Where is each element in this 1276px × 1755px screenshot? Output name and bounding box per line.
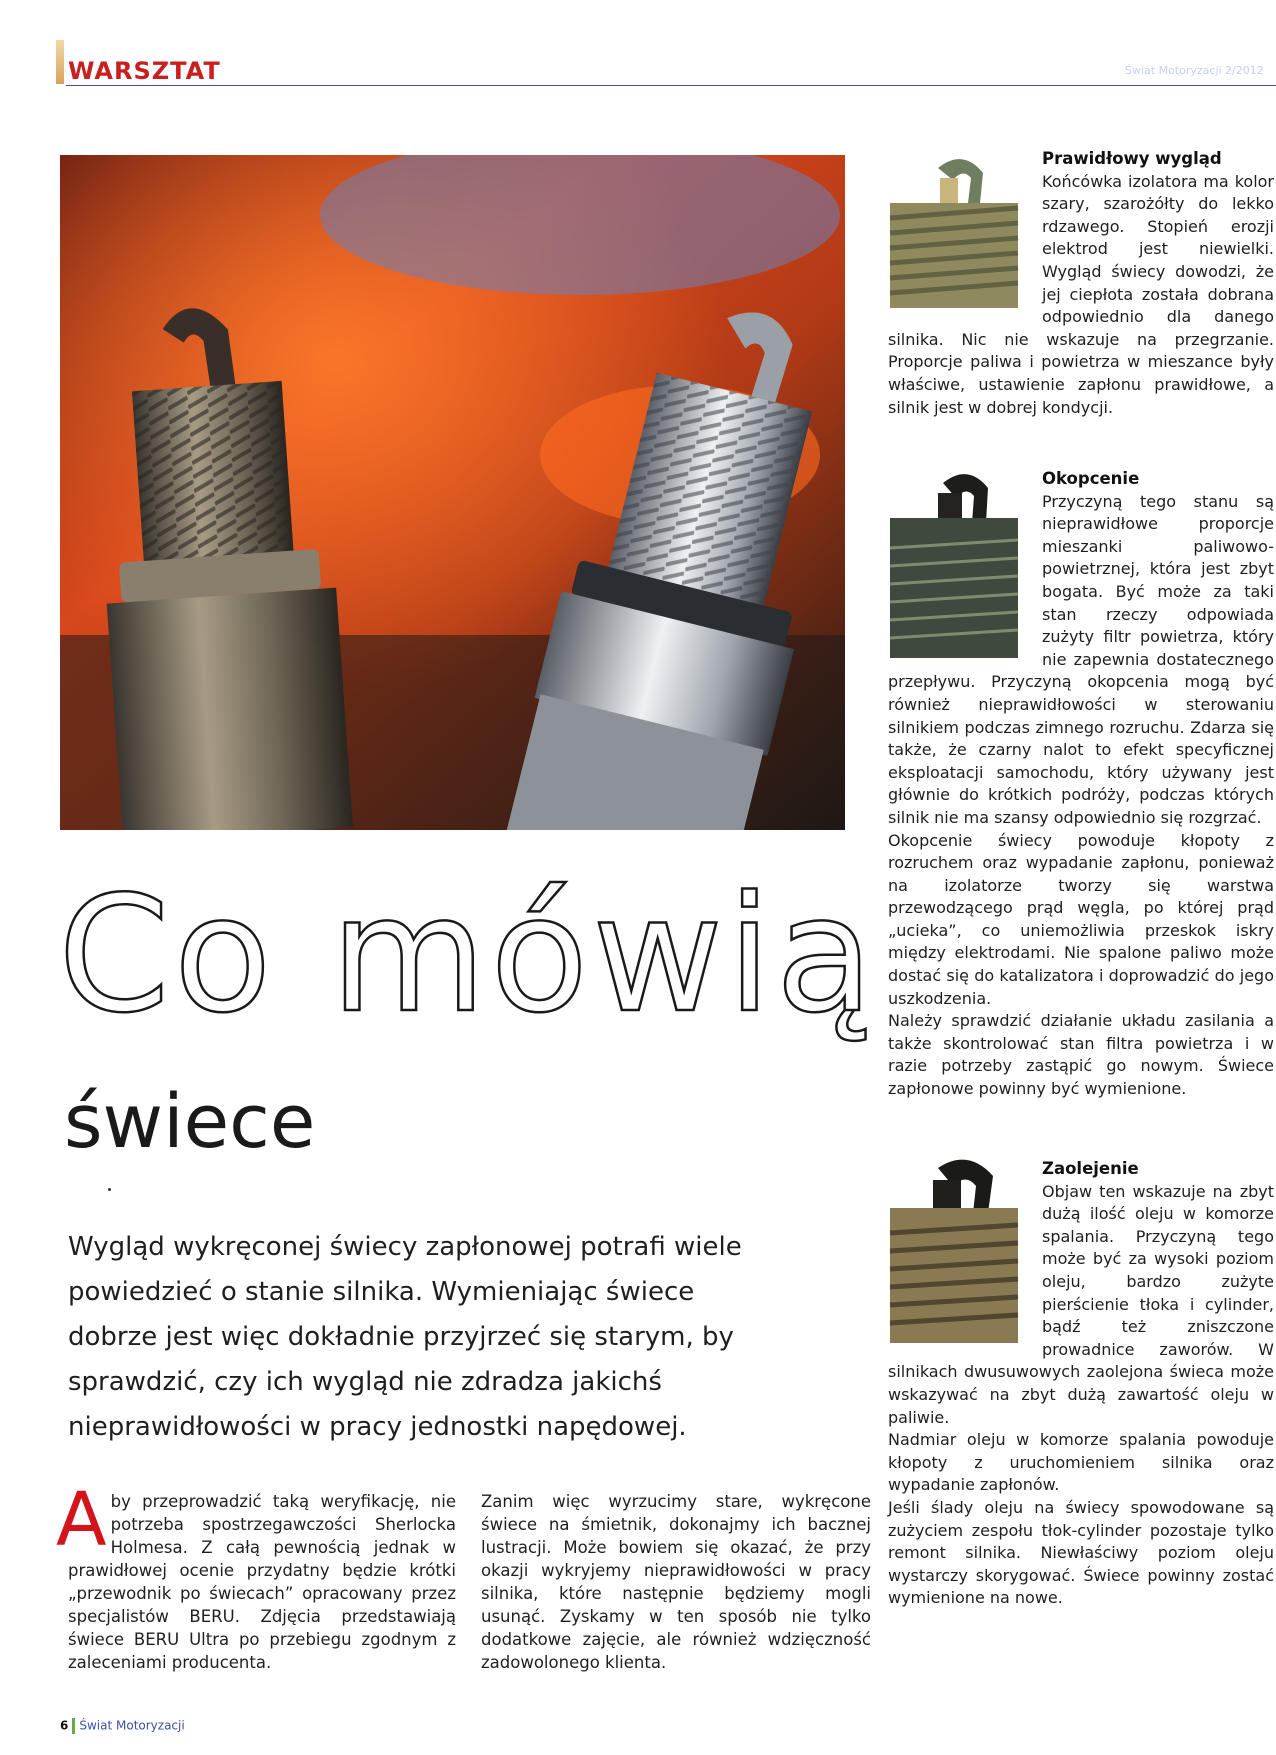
section-oil-text-2: Nadmiar oleju w komorze spalania powoduje kłopoty z uruchomieniem silnika oraz wypadanie zapłonów. — [888, 1430, 1274, 1495]
section-normal-title: Prawidłowy wygląd — [1042, 149, 1222, 168]
body-column-1-text: by przeprowadzić taką weryfikację, nie potrzeba spostrzegawczości Sherlocka Holmesa. Z całą pewnością jednak w prawidłowej ocenie przydatny będzie krótki „przewodnik po świecach” opracowany przez specjalistów BERU. Zdjęcia przedstawiają świece BERU Ultra po przebiegu zgodnym z zaleceniami producenta. — [68, 1492, 456, 1672]
section-oil — [888, 1158, 1274, 1610]
article-lead: Wygląd wykręconej świecy zapłonowej potrafi wiele powiedzieć o stanie silnika. Wymieniając świece dobrze jest więc dokładnie przyjrzeć się starym, by sprawdzić, czy ich wygląd nie zdradza jakichś nieprawidłowości w pracy jednostki napędowej. — [68, 1232, 742, 1442]
plug-photo-oil — [868, 1158, 1028, 1343]
header-rule — [66, 85, 1276, 86]
section-soot-text-1: Przyczyną tego stanu są nieprawidłowe proporcje mieszanki paliwowo-powietrznej, która jest zbyt bogata. Być może za taki stan rzeczy odpowiada zużyty filtr powietrza, który nie zapewnia dostatecznego przepływu. Przyczyną okopcenia mogą być również nieprawidłowości w sterowaniu silnikiem podczas zimnego rozruchu. Zdarza się także, że czarny nalot to efekt specyficznej eksploatacji samochodu, który używany jest głównie do krótkich podróży, podczas których silnik nie ma szansy odpowiednio się rozgrzać. — [888, 491, 1274, 827]
page-number: 6 — [60, 1718, 69, 1733]
article-title-sub: świece — [64, 1079, 316, 1165]
plug-photo-soot — [868, 468, 1028, 658]
article-title-outline: Co mówią — [58, 861, 878, 1048]
issue-label: Świat Motoryzacji 2/2012 — [1125, 64, 1264, 77]
section-soot-title: Okopcenie — [1042, 469, 1140, 488]
section-oil-text-1: Objaw ten wskazuje na zbyt dużą ilość oleju w komorze spalania. Przyczyną tego może być za wysoki poziom oleju, bardzo zużyte pierścienie tłoka i cylinder, bądź też zniszczone prowadnice zaworów. W silnikach dwusuwowych zaolejona świeca może wskazywać na zbyt dużą zawartość oleju w paliwie. — [888, 1181, 1274, 1427]
hero-photo-spark-plugs — [60, 155, 845, 830]
plug-photo-normal — [868, 148, 1028, 308]
section-normal-look — [888, 148, 1274, 419]
section-label: WARSZTAT — [68, 57, 221, 85]
body-column-2: Zanim więc wyrzucimy stare, wykręcone świece na śmietnik, dokonajmy ich bacznej lustracji. Może bowiem się okazać, że przy okazji wykryjemy nieprawidłowości w pracy silnika, które następnie będziemy mogli usunąć. Zyskamy w ten sposób nie tylko dodatkowe zajęcie, ale również wdzięczność zadowolonego klienta. — [481, 1492, 871, 1672]
page-footer — [60, 1718, 185, 1734]
footer-magazine-name: Świat Motoryzacji — [79, 1718, 185, 1733]
section-soot-text-3: Należy sprawdzić działanie układu zasilania a także skontrolować stan filtra powietrza i w razie potrzeby zastąpić go nowym. Świece zapłonowe powinny być wymienione. — [888, 1011, 1274, 1099]
body-column-1 — [56, 1477, 456, 1674]
footer-separator — [72, 1718, 75, 1734]
section-soot — [888, 468, 1274, 1101]
section-accent-bar — [56, 40, 64, 84]
section-normal-text: Końcówka izolatora ma kolor szary, szarożółty do lekko rdzawego. Stopień erozji elektrod jest niewielki. Wygląd świecy dowodzi, że jej ciepłota została dobrana odpowiednio dla danego silnika. Nic nie wskazuje na przegrzanie. Proporcje paliwa i powietrza w mieszance były właściwe, ustawienie zapłonu prawidłowe, a silnik jest w dobrej kondycji. — [888, 171, 1274, 417]
section-oil-text-3: Jeśli ślady oleju na świecy spowodowane są zużyciem zespołu tłok-cylinder pozostaje tylko remont silnika. Niewłaściwy poziom oleju wystarczy skorygować. Świece powinny zostać wymienione na nowe. — [888, 1497, 1274, 1608]
decorative-dot — [108, 1188, 111, 1191]
section-soot-text-2: Okopcenie świecy powoduje kłopoty z rozruchem oraz wypadanie zapłonu, ponieważ na izolatorze tworzy się warstwa przewodzącego prąd węgla, po której prąd „ucieka”, co uniemożliwia przeskok iskry między elektrodami. Nie spalone paliwo może dostać się do katalizatora i doprowadzić do jego uszkodzenia. — [888, 830, 1274, 1008]
drop-cap: A — [56, 1477, 107, 1563]
section-oil-title: Zaolejenie — [1042, 1159, 1139, 1178]
